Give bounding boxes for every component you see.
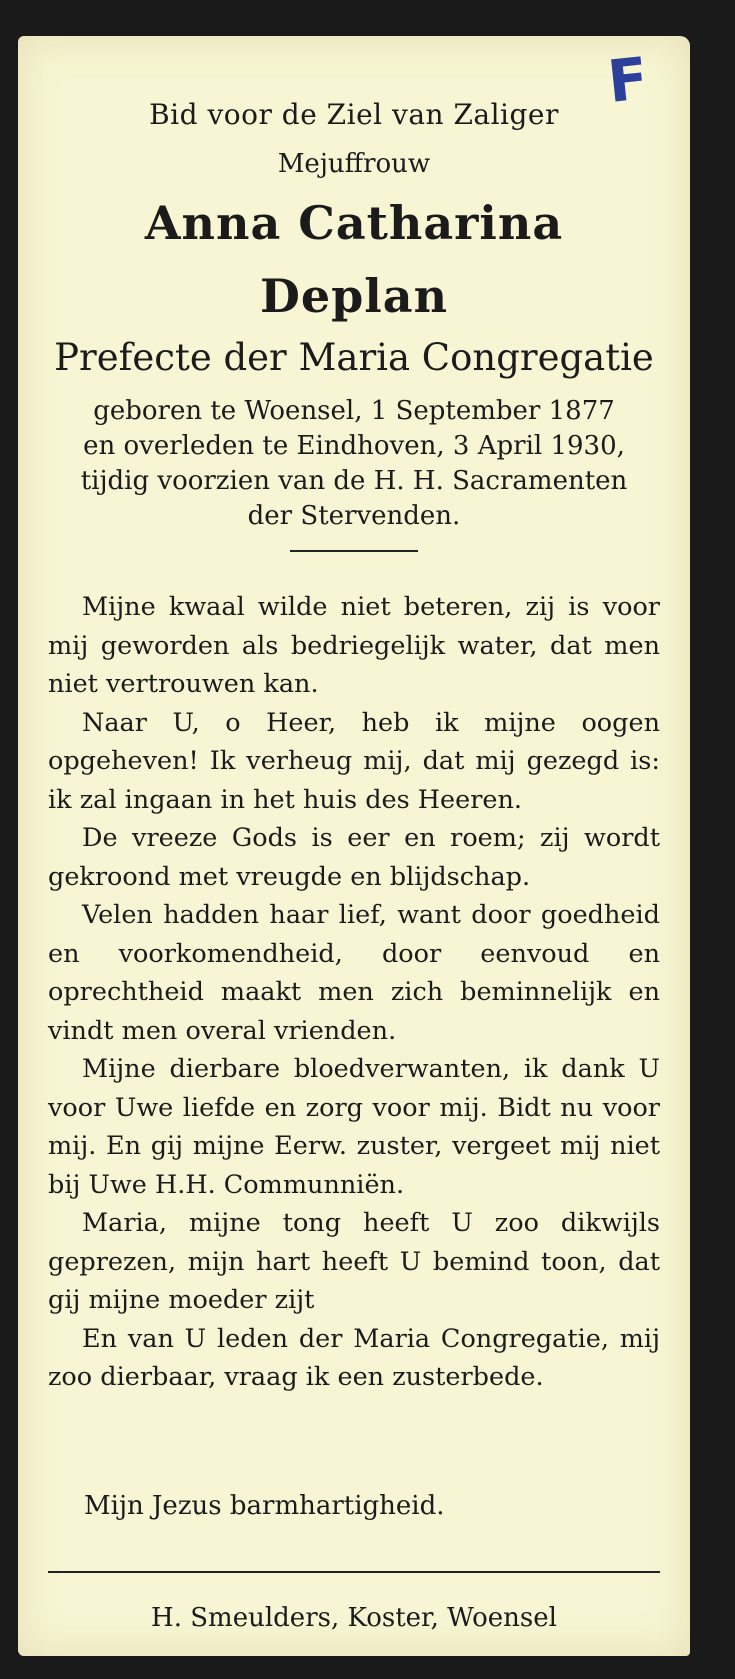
verses-block (48, 588, 660, 1397)
deceased-surname: Deplan (259, 269, 449, 323)
section-divider (290, 550, 418, 552)
verse-2: Naar U, o Heer, heb ik mijne oogen opgeheven! Ik verheug mij, dat mij gezegd is: ik zal ingaan in het huis des Heeren. (48, 707, 660, 815)
verse-3: De vreeze Gods is eer en roem; zij wordt gekroond met vreugde en blijdschap. (48, 823, 660, 892)
header-prayer-line: Bid voor de Ziel van Zaliger (149, 98, 559, 131)
prayer-card (18, 36, 690, 1656)
verse-1: Mijne kwaal wilde niet beteren, zij is voor mij geworden als bedriegelijk water, dat men niet vertrouwen kan. (48, 592, 660, 699)
birth-death-block (18, 394, 690, 534)
header-honorific: Mejuffrouw (277, 149, 431, 179)
handwritten-corner-mark: F (604, 44, 652, 116)
closing-invocation: Mijn Jezus barmhartigheid. (84, 1491, 445, 1521)
deceased-title: Prefecte der Maria Congregatie (54, 336, 654, 379)
verse-7: En van U leden der Maria Congregatie, mij zoo dierbaar, vraag ik een zusterbede. (48, 1323, 660, 1392)
birth-line: geboren te Woensel, 1 September 1877 (93, 396, 615, 426)
deceased-given-names: Anna Catharina (144, 196, 564, 250)
printer-credit: H. Smeulders, Koster, Woensel (151, 1603, 557, 1633)
death-line: en overleden te Eindhoven, 3 April 1930, (83, 431, 625, 461)
verse-6: Maria, mijne tong heeft U zoo dikwijls geprezen, mijn hart heeft U bemind toon, dat gij mijne moeder zijt (48, 1208, 660, 1315)
footer-divider (48, 1571, 660, 1573)
sacraments-line-end: der Stervenden. (247, 501, 461, 531)
verse-5: Mijne dierbare bloedverwanten, ik dank U voor Uwe liefde en zorg voor mij. Bidt nu voor mij. En gij mijne Eerw. zuster, vergeet mij niet bij Uwe H.H. Communniën. (48, 1054, 660, 1200)
sacraments-line: tijdig voorzien van de H. H. Sacramenten (80, 466, 628, 496)
verse-4: Velen hadden haar lief, want door goedheid en voorkomendheid, door eenvoud en oprechtheid maakt men zich beminnelijk en vindt men overal vrienden. (48, 900, 660, 1046)
